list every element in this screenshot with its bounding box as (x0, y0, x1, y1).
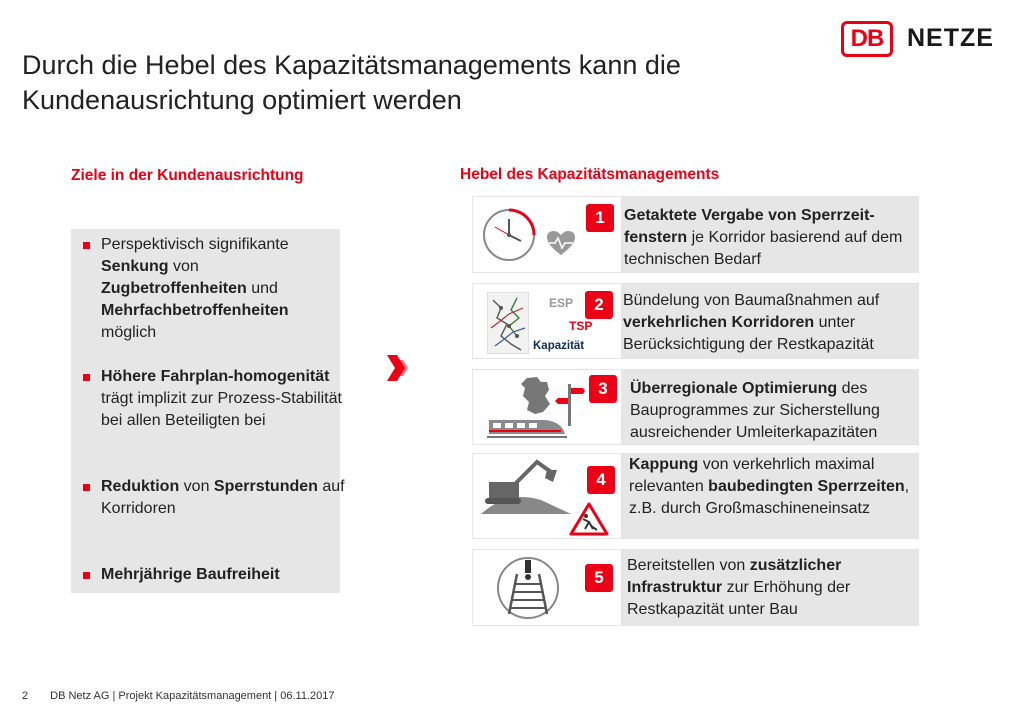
chevron-right-icon (385, 353, 415, 383)
lever-text: Bündelung von Baumaßnahmen auf verkehrlichen Korridoren unter Berücksichtigung der Restkapazität (623, 292, 880, 353)
network-map-icon (487, 292, 529, 354)
bullet-icon (83, 572, 90, 579)
lever-item-5 (472, 549, 919, 626)
goal-item: Mehrjährige Baufreiheit (83, 564, 346, 586)
heartbeat-icon (545, 229, 577, 257)
lever-text: Kappung von verkehrlich maximal relevanten baubedingten Sperrzeiten, z.B. durch Großmaschineneinsatz (629, 456, 910, 517)
lever-number-badge: 4 (587, 466, 615, 494)
page-number: 2 (22, 690, 29, 702)
esp-label: ESP (549, 296, 574, 310)
goal-item: Reduktion von Sperrstunden auf Korridoren (83, 476, 346, 520)
bullet-icon (83, 242, 90, 249)
lever-item-3 (472, 369, 919, 445)
lever-text: Überregionale Optimierung des Bauprogrammes zur Sicherstellung ausreichender Umleiterkapazitäten (630, 380, 880, 441)
lever-item-1 (472, 196, 919, 273)
lever-item-4 (472, 453, 919, 539)
lever-number-badge: 5 (585, 564, 613, 592)
lever-item-2 (472, 283, 919, 359)
lever-number-badge: 2 (585, 291, 613, 319)
bullet-icon (83, 374, 90, 381)
goal-item: Höhere Fahrplan-homogenität trägt implizit zur Prozess-Stabilität bei allen Beteiligten bei (83, 366, 346, 432)
lever-text: Getaktete Vergabe von Sperrzeit-fenstern je Korridor basierend auf dem technischen Bedarf (624, 207, 903, 268)
train-icon (487, 414, 567, 440)
footer-text: DB Netz AG | Projekt Kapazitätsmanagement | 06.11.2017 (50, 690, 335, 702)
goals-heading: Ziele in der Kundenausrichtung (71, 167, 304, 184)
logo-word: NETZE (907, 24, 994, 52)
railway-track-warning-icon (495, 556, 561, 620)
db-logo-mark: DB (841, 21, 893, 57)
lever-text: Bereitstellen von zusätzlicher Infrastruktur zur Erhöhung der Restkapazität unter Bau (627, 557, 851, 618)
construction-sign-icon (569, 502, 609, 536)
page-title: Durch die Hebel des Kapazitätsmanagements kann die Kundenausrichtung optimiert werden (22, 50, 681, 115)
germany-map-icon (515, 376, 555, 416)
footer (22, 690, 334, 702)
tsp-label: TSP (569, 319, 593, 333)
lever-number-badge: 3 (589, 375, 617, 403)
bullet-icon (83, 484, 90, 491)
db-netze-logo (841, 19, 994, 58)
kapazitaet-label: Kapazität (533, 340, 585, 352)
goal-item: Perspektivisch signifikante Senkung von Zugbetroffenheiten und Mehrfachbetroffenheiten möglich (83, 234, 346, 344)
goals-panel (71, 229, 345, 593)
levers-heading: Hebel des Kapazitätsmanagements (460, 166, 720, 183)
excavator-icon (481, 456, 571, 516)
lever-number-badge: 1 (586, 204, 614, 232)
